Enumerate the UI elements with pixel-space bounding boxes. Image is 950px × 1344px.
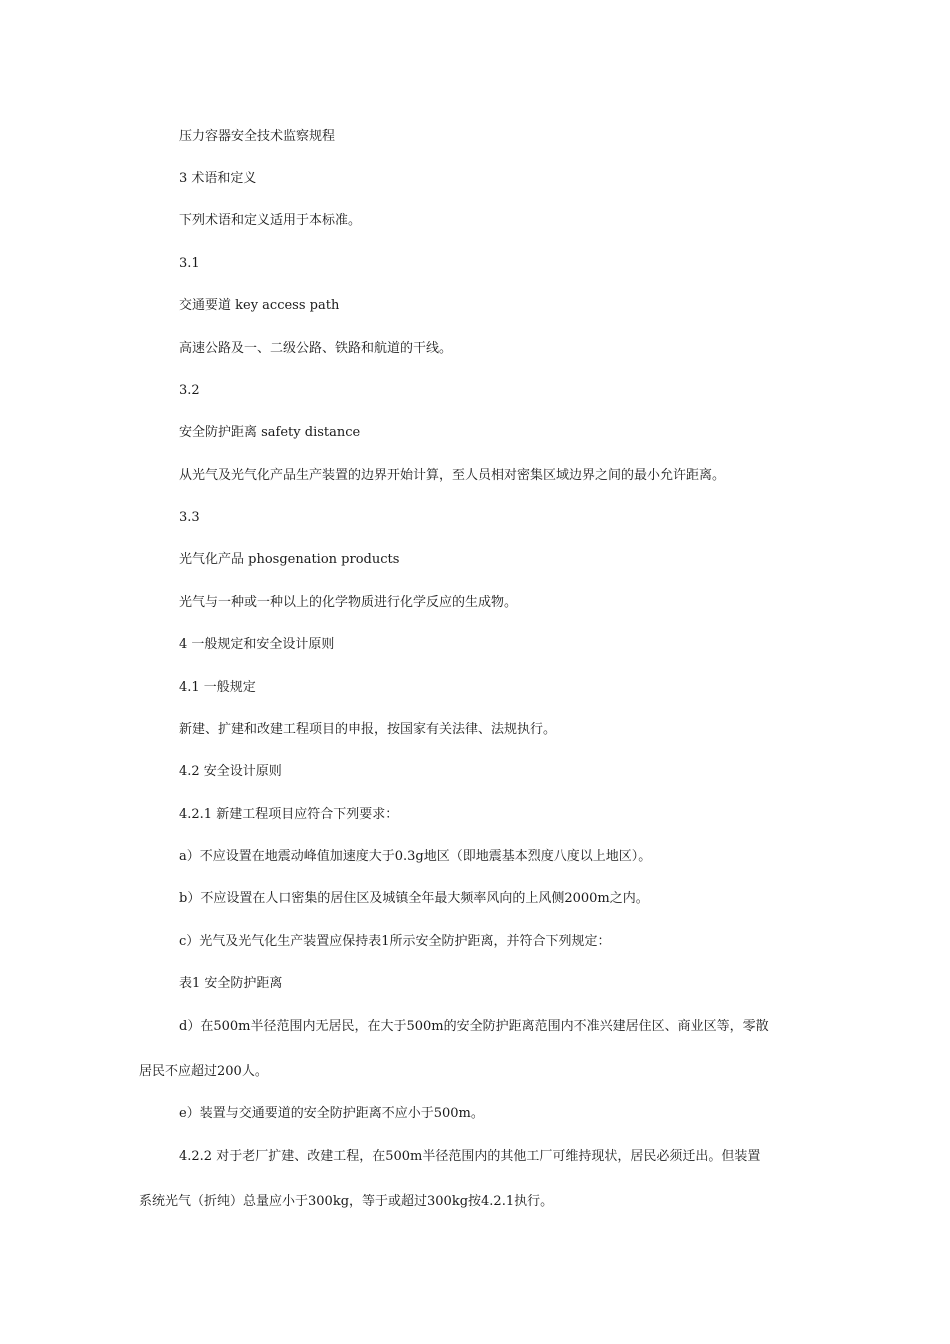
clause-number: 3.3: [179, 510, 200, 525]
section-heading: 3 术语和定义: [179, 171, 257, 186]
clause-number: 3.2: [179, 383, 200, 398]
term-title: 交通要道 key access path: [179, 298, 340, 313]
list-item: b）不应设置在人口密集的居住区及城镇全年最大频率风向的上风侧2000m之内。: [179, 891, 649, 906]
subsection-heading: 4.2 安全设计原则: [179, 764, 282, 779]
text-line: 新建、扩建和改建工程项目的申报，按国家有关法律、法规执行。: [179, 722, 557, 737]
clause-heading: 4.2.1 新建工程项目应符合下列要求：: [179, 807, 399, 822]
table-caption: 表1 安全防护距离: [179, 976, 283, 991]
list-item: c）光气及光气化生产装置应保持表1所示安全防护距离，并符合下列规定：: [179, 934, 611, 949]
text-line: 压力容器安全技术监察规程: [179, 129, 336, 144]
term-definition: 光气与一种或一种以上的化学物质进行化学反应的生成物。: [179, 595, 518, 610]
list-item-continuation: 居民不应超过200人。: [139, 1064, 268, 1079]
subsection-heading: 4.1 一般规定: [179, 680, 256, 695]
term-definition: 高速公路及一、二级公路、铁路和航道的干线。: [179, 341, 453, 356]
term-title: 光气化产品 phosgenation products: [179, 552, 400, 567]
clause-paragraph-continuation: 系统光气（折纯）总量应小于300kg，等于或超过300kg按4.2.1执行。: [139, 1194, 554, 1209]
list-item: e）装置与交通要道的安全防护距离不应小于500m。: [179, 1106, 484, 1121]
clause-number: 3.1: [179, 256, 200, 271]
text-line: 下列术语和定义适用于本标准。: [179, 213, 362, 228]
term-title: 安全防护距离 safety distance: [179, 425, 361, 440]
term-definition: 从光气及光气化产品生产装置的边界开始计算，至人员相对密集区域边界之间的最小允许距离。: [179, 468, 726, 483]
list-item: a）不应设置在地震动峰值加速度大于0.3g地区（即地震基本烈度八度以上地区）。: [179, 849, 652, 864]
list-item: d）在500m半径范围内无居民，在大于500m的安全防护距离范围内不准兴建居住区、商业区等，零散: [179, 1019, 769, 1034]
clause-paragraph: 4.2.2 对于老厂扩建、改建工程，在500m半径范围内的其他工厂可维持现状，居民必须迁出。但装置: [179, 1149, 761, 1164]
section-heading: 4 一般规定和安全设计原则: [179, 637, 335, 652]
